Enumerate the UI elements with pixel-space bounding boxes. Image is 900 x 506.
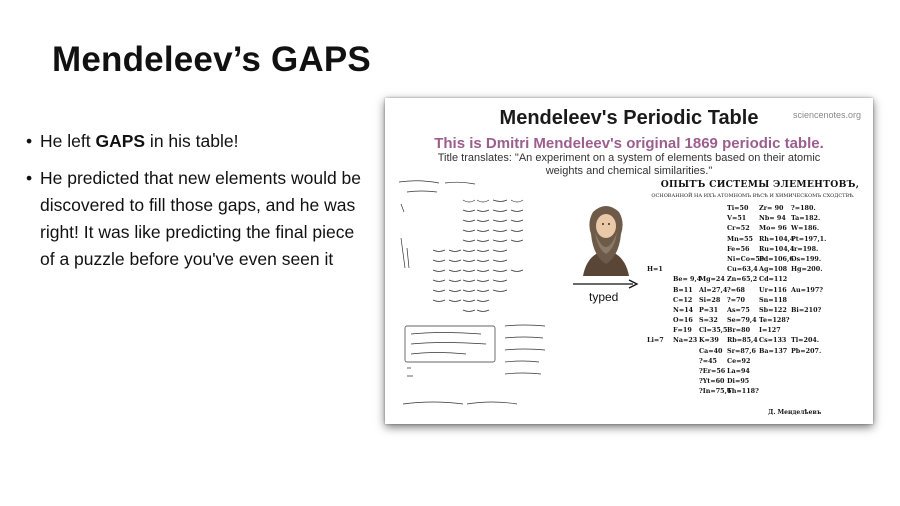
russian-table-title: ОПЫТЪ СИСТЕМЫ ЭЛЕМЕНТОВЪ, [660, 179, 860, 190]
table-cell: Ag=108 [759, 265, 788, 274]
table-cell: ?In=75,6 [699, 387, 732, 396]
table-cell: Sr=87,6 [727, 346, 756, 355]
table-cell: Au=197? [791, 285, 824, 294]
image-title: Mendeleev's Periodic Table [499, 107, 759, 129]
table-cell: ?=70 [727, 295, 745, 304]
bullet-text: in his table! [145, 131, 239, 151]
table-cell: Zr= 90 [759, 204, 784, 212]
image-caption: Title translates: "An experiment on a system of elements based on their atomic weights and chemical similarities." [437, 152, 821, 177]
table-cell: Cu=63,4 [727, 265, 758, 274]
bullet-text: He predicted that new elements would be discovered to fill those gaps, and he was right! It was like predicting the final piece of a puzzle before you've even seen it [40, 168, 362, 269]
table-cell: O=16 [673, 316, 693, 325]
table-cell: Ur=116 [759, 285, 787, 294]
mendeleev-portrait [571, 198, 641, 276]
table-cell: Ti=50 [727, 204, 749, 212]
table-cell: ?=180. [791, 204, 816, 212]
table-cell: W=186. [791, 224, 820, 233]
table-cell: Ir=198. [791, 244, 819, 253]
bullet-item [26, 128, 371, 155]
periodic-table-image [385, 98, 873, 424]
table-cell: F=19 [673, 326, 692, 335]
table-cell: Se=79,4 [727, 316, 757, 325]
table-cell: ?Er=56 [699, 367, 726, 375]
table-cell: Pb=207. [791, 346, 822, 355]
table-cell: Di=95 [727, 377, 750, 386]
table-cell: Hg=200. [791, 265, 823, 274]
image-source: sciencenotes.org [792, 110, 861, 120]
image-subtitle: This is Dmitri Mendeleev's original 1869 periodic table. [434, 135, 824, 152]
typed-label: typed [589, 290, 619, 304]
table-cell: Si=28 [699, 295, 721, 304]
table-cell: Mn=55 [727, 234, 753, 243]
table-cell: Ta=182. [791, 214, 821, 223]
table-cell: Zn=65,2 [727, 275, 758, 284]
table-cell: As=75 [727, 305, 750, 314]
table-cell: Ce=92 [727, 356, 751, 365]
table-cell: Ba=137 [759, 346, 788, 355]
table-cell: Be= 9,4 [673, 275, 702, 284]
table-cell: Cl=35,5 [699, 326, 728, 335]
table-cell: Pd=106,6 [759, 254, 794, 263]
table-cell: Br=80 [727, 326, 751, 335]
table-cell: Sb=122 [759, 305, 787, 314]
table-cell: Th=118? [727, 387, 759, 396]
table-cell: Li=7 [647, 336, 664, 345]
table-cell: Nb= 94 [759, 214, 786, 223]
bullet-bold-text: GAPS [95, 131, 146, 151]
slide-title: Mendeleev’s GAPS [52, 40, 371, 79]
table-cell: Cs=133 [759, 336, 787, 345]
table-cell: Cr=52 [727, 224, 750, 233]
table-cell: Fe=56 [727, 244, 750, 253]
table-cell: ?=68 [727, 285, 745, 294]
table-cell: Ni=Co=59 [727, 254, 765, 263]
handwritten-manuscript [393, 178, 553, 418]
table-cell: Os=199. [791, 254, 822, 263]
bullet-item [26, 165, 371, 273]
table-cell: B=11 [673, 285, 693, 294]
russian-table-subtitle: ОСНОВАННОЙ НА ИХЪ АТОМНОМЪ ВѢСѢ И ХИМИЧЕСКОМЪ СХОДСТВѢ. [651, 193, 855, 199]
table-cell: Rh=104,4 [759, 234, 795, 243]
table-cell: Na=23 [673, 336, 698, 345]
table-cell: ?Yt=60 [699, 377, 725, 386]
table-cell: La=94 [727, 367, 750, 375]
table-cell: Te=128? [759, 316, 790, 325]
table-cell: Sn=118 [759, 295, 787, 304]
bullet-list [26, 128, 371, 283]
table-cell: Al=27,4 [699, 285, 728, 294]
table-cell: Ca=40 [699, 346, 723, 355]
table-cell: Cd=112 [759, 275, 788, 284]
table-cell: ?=45 [699, 356, 717, 365]
bullet-text: He left [40, 131, 96, 151]
table-cell: Pt=197,1. [791, 234, 827, 243]
table-cell: S=32 [699, 316, 718, 325]
table-cell: Ru=104,4 [759, 244, 795, 253]
table-cell: P=31 [699, 305, 719, 314]
table-cell: Mo= 96 [759, 224, 787, 233]
table-cell: Rb=85,4 [727, 336, 758, 345]
table-cell: Mg=24 [699, 275, 725, 284]
table-cell: V=51 [727, 214, 747, 223]
table-cell: K=39 [699, 336, 719, 345]
table-cell: H=1 [647, 265, 663, 274]
signature-text: Д. Менделѣевъ [768, 409, 822, 416]
table-cell: Bi=210? [791, 305, 822, 314]
table-cell: C=12 [673, 295, 693, 304]
arrow-icon [571, 278, 641, 290]
table-cell: Tl=204. [791, 336, 820, 345]
table-cell: N=14 [673, 305, 694, 314]
table-cell: I=127 [759, 326, 781, 335]
